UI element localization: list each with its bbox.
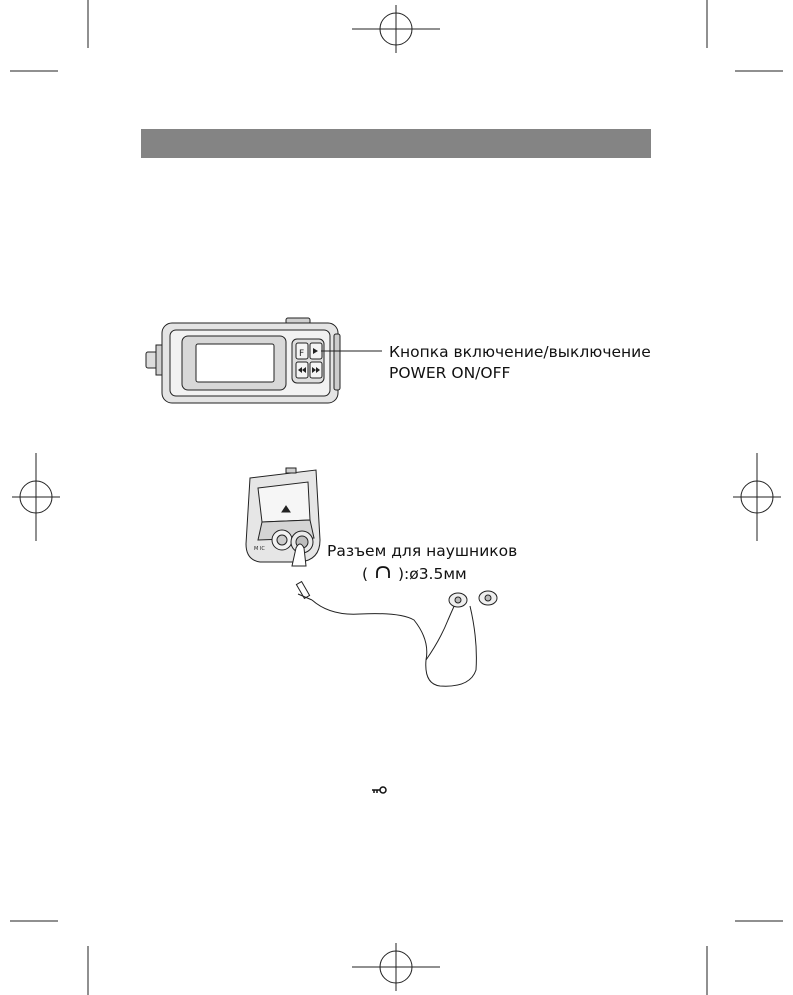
power-label-en: POWER ON/OFF xyxy=(389,364,511,382)
open-paren: ( xyxy=(362,565,369,583)
svg-text:M IC: M IC xyxy=(254,546,265,552)
earphone-jack-spec xyxy=(362,564,467,585)
svg-text:F: F xyxy=(299,349,305,359)
jack-diameter: ):ø3.5мм xyxy=(397,565,467,583)
key-icon xyxy=(371,785,387,795)
power-label-ru: Кнопка включение/выключение xyxy=(389,343,651,361)
headphone-icon xyxy=(375,566,391,580)
earphone-jack-label: Разъем для наушников xyxy=(327,542,518,560)
